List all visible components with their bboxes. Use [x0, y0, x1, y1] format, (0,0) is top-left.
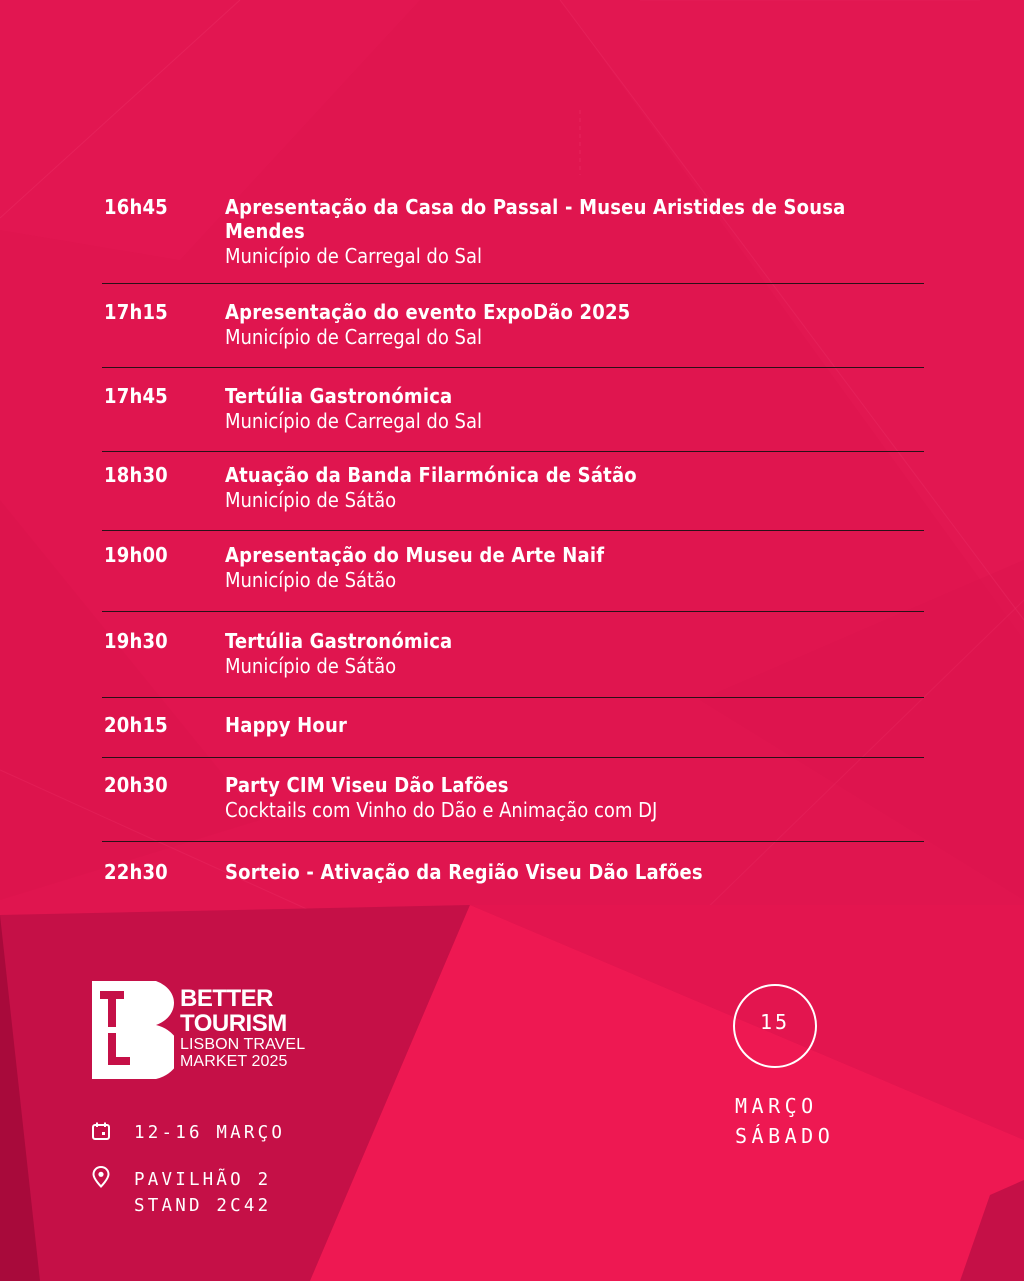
- schedule-subtitle: Município de Sátão: [225, 568, 397, 592]
- schedule-time: 20h30: [104, 773, 168, 797]
- schedule-subtitle: Município de Carregal do Sal: [225, 244, 483, 268]
- location-pin-icon: [92, 1166, 110, 1188]
- schedule-time: 20h15: [104, 713, 168, 737]
- event-location: [134, 1167, 271, 1219]
- logo-line-better: BETTER: [180, 985, 273, 1012]
- day-number: 15: [759, 1010, 791, 1034]
- schedule-time: 18h30: [104, 463, 168, 487]
- schedule-subtitle: Município de Carregal do Sal: [225, 325, 483, 349]
- schedule-title: Happy Hour: [225, 713, 348, 737]
- event-dates: 12-16 MARÇO: [134, 1123, 286, 1143]
- schedule-title: Tertúlia Gastronómica: [225, 384, 453, 408]
- month-label: MARÇO: [735, 1094, 818, 1118]
- schedule-subtitle: Município de Sátão: [225, 654, 397, 678]
- schedule-time: 22h30: [104, 860, 168, 884]
- schedule-title: Tertúlia Gastronómica: [225, 629, 453, 653]
- divider: [102, 451, 924, 452]
- divider: [102, 611, 924, 612]
- schedule-time: 19h30: [104, 629, 168, 653]
- better-tourism-logo-mark: [92, 981, 174, 1079]
- schedule-time: 19h00: [104, 543, 168, 567]
- divider: [102, 530, 924, 531]
- location-stand: STAND 2C42: [134, 1196, 272, 1216]
- schedule-title: Atuação da Banda Filarmónica de Sátão: [225, 463, 637, 487]
- schedule-title: Apresentação da Casa do Passal - Museu Aristides de Sousa Mendes: [225, 195, 846, 243]
- schedule-title: Sorteio - Ativação da Região Viseu Dão Lafões: [225, 860, 703, 884]
- logo-line-lisbon-travel: LISBON TRAVEL: [180, 1036, 306, 1053]
- schedule-time: 17h45: [104, 384, 168, 408]
- schedule-title: Apresentação do Museu de Arte Naif: [225, 543, 605, 567]
- schedule-subtitle: Município de Sátão: [225, 488, 397, 512]
- divider: [102, 757, 924, 758]
- schedule-time: 17h15: [104, 300, 168, 324]
- logo-wordmark: [180, 986, 305, 1070]
- schedule-time: 16h45: [104, 195, 168, 219]
- schedule-title: Apresentação do evento ExpoDão 2025: [225, 300, 631, 324]
- divider: [102, 283, 924, 284]
- logo-line-market: MARKET 2025: [180, 1053, 288, 1070]
- divider: [102, 697, 924, 698]
- weekday-label: SÁBADO: [735, 1124, 835, 1148]
- schedule-subtitle: Município de Carregal do Sal: [225, 409, 483, 433]
- schedule-subtitle: Cocktails com Vinho do Dão e Animação com DJ: [225, 798, 658, 822]
- location-pavilion: PAVILHÃO 2: [134, 1170, 272, 1190]
- schedule-title: Party CIM Viseu Dão Lafões: [225, 773, 509, 797]
- calendar-icon: [91, 1121, 111, 1141]
- divider: [102, 367, 924, 368]
- divider: [102, 841, 924, 842]
- logo-line-tourism: TOURISM: [180, 1010, 287, 1037]
